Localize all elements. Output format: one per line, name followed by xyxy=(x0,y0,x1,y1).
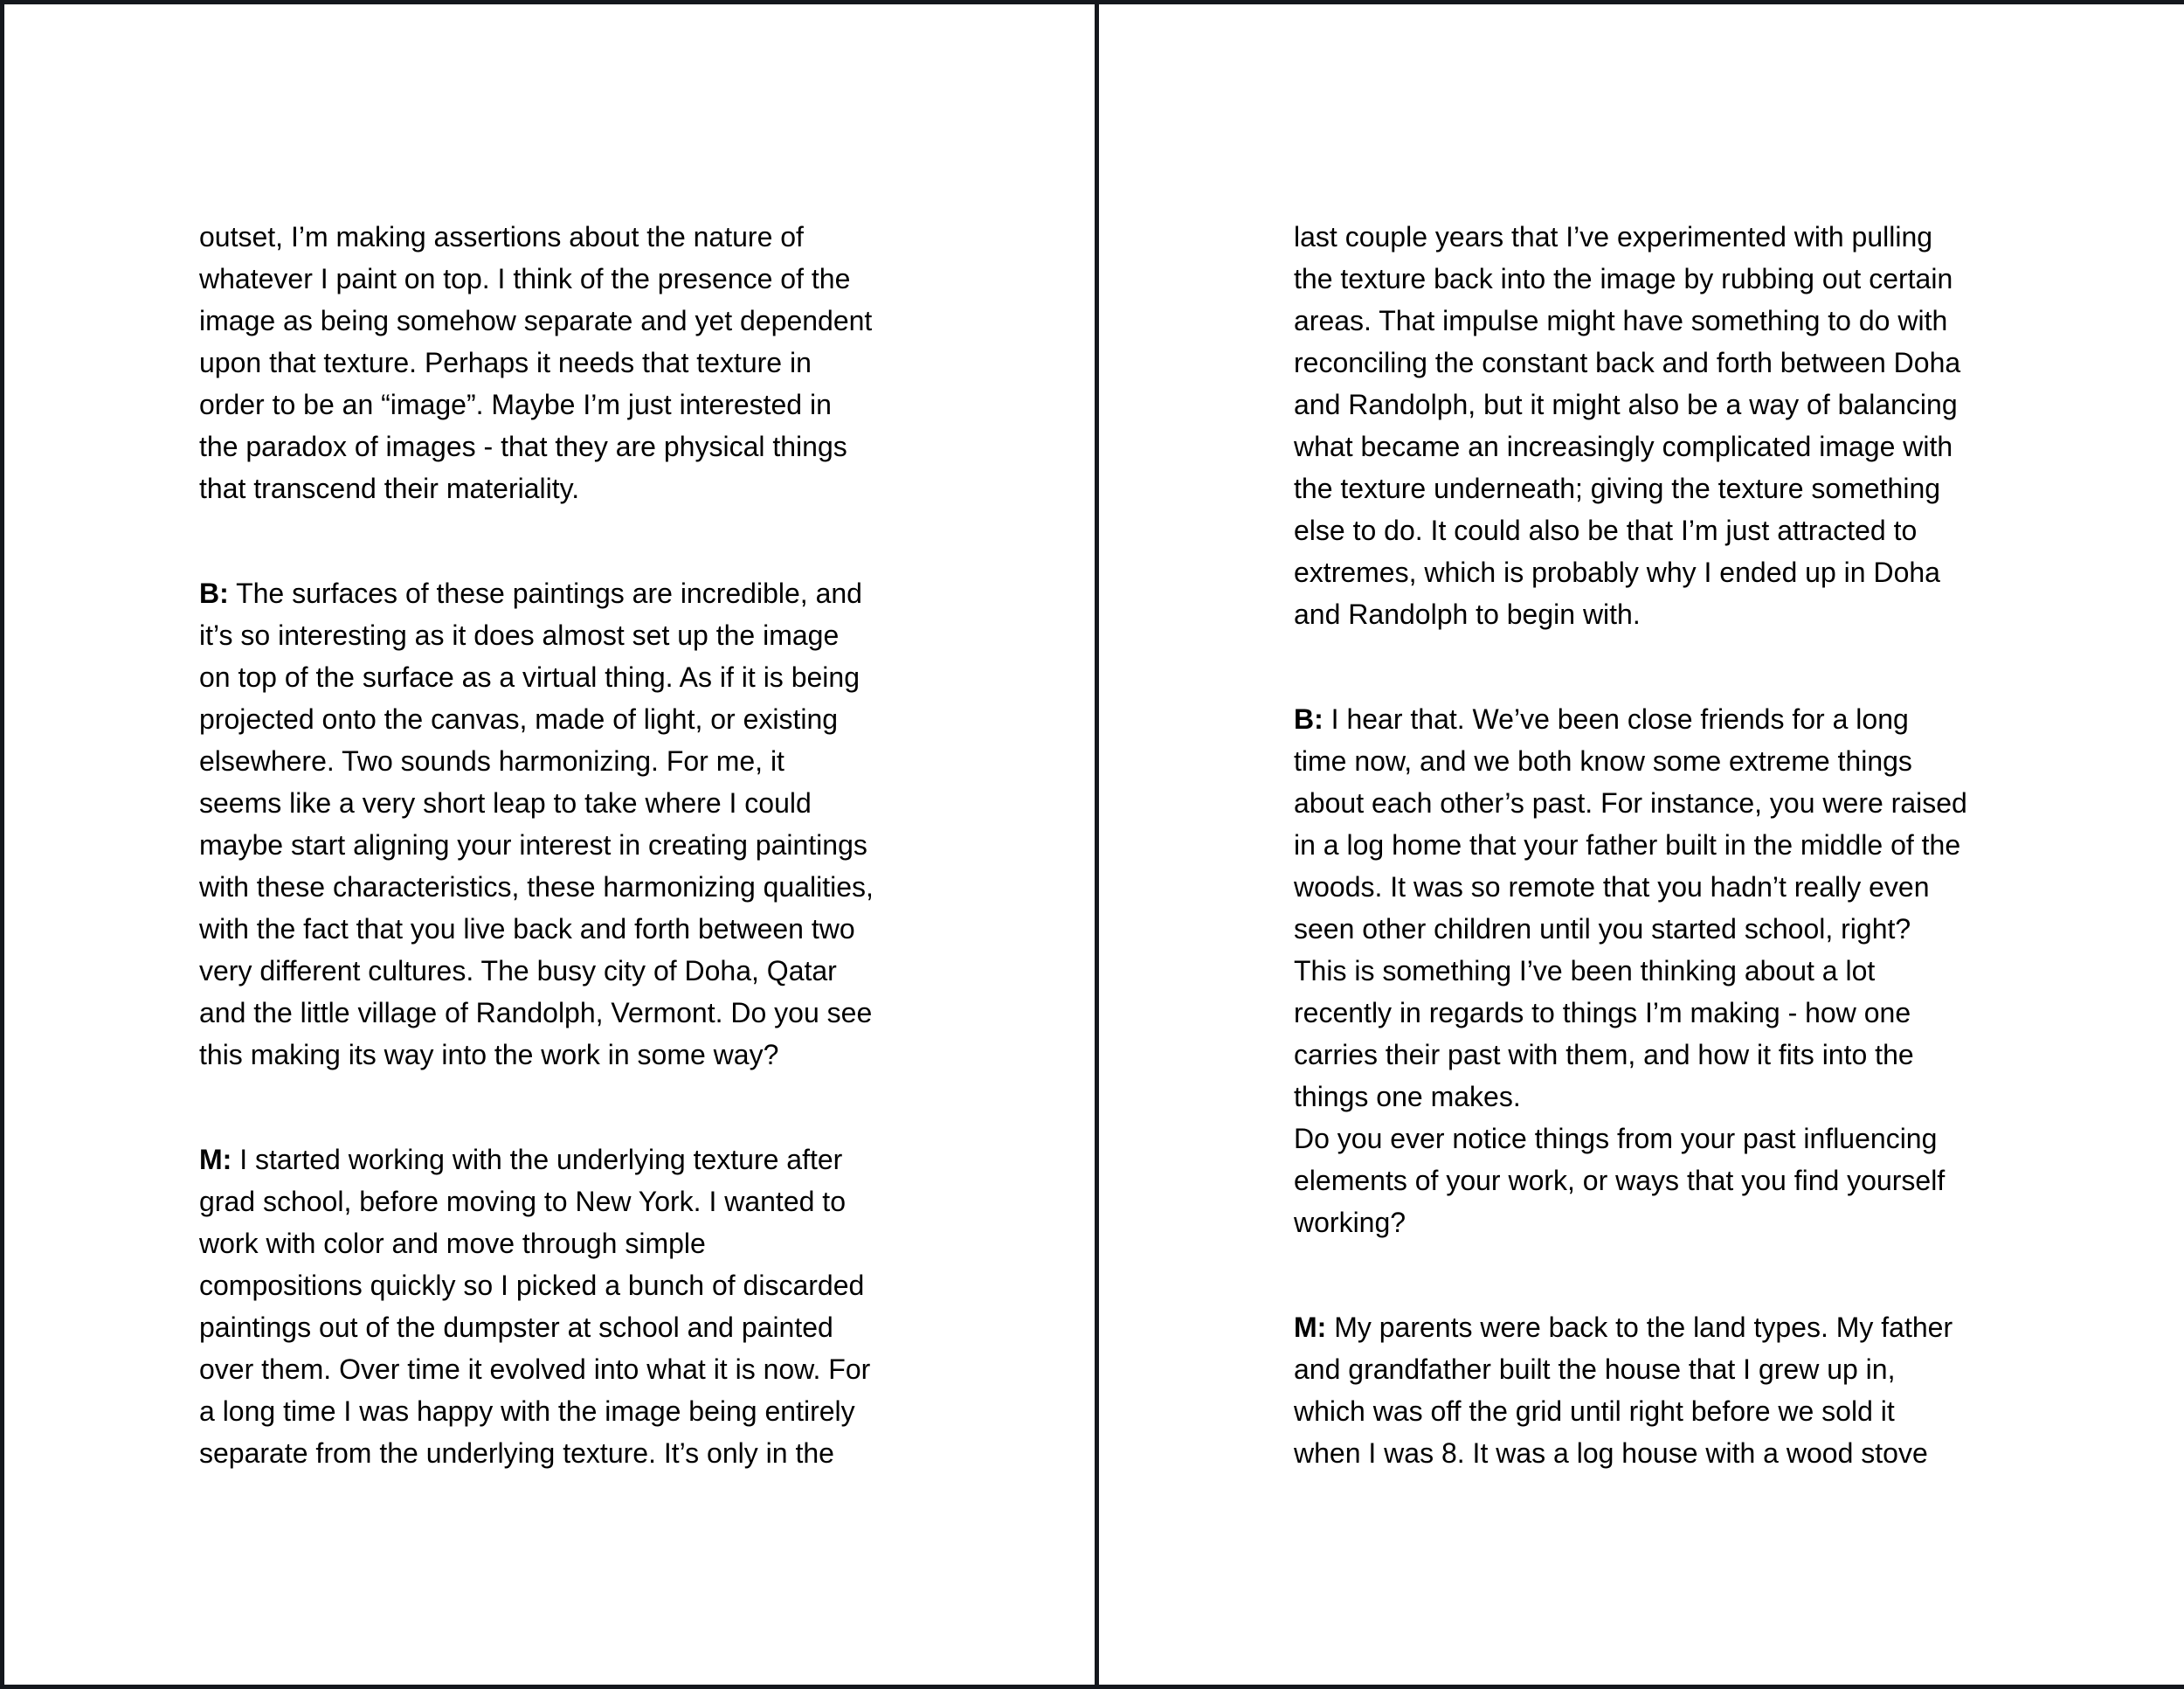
speaker-label: M: xyxy=(199,1144,232,1175)
text-line: and Randolph to begin with. xyxy=(1294,599,1641,630)
text-line: compositions quickly so I picked a bunch of discarded xyxy=(199,1270,865,1301)
text-line: the texture underneath; giving the texture something xyxy=(1294,473,1941,504)
text-line: last couple years that I’ve experimented with pulling xyxy=(1294,221,1933,253)
text-line: reconciling the constant back and forth between Doha xyxy=(1294,347,1961,378)
page-left-text xyxy=(199,216,985,1474)
text-line: with these characteristics, these harmonizing qualities, xyxy=(199,871,874,903)
page-right-text xyxy=(1294,216,2080,1474)
text-line: upon that texture. Perhaps it needs that texture in xyxy=(199,347,812,378)
text-line: and the little village of Randolph, Vermont. Do you see xyxy=(199,997,873,1028)
text-line: which was off the grid until right before we sold it xyxy=(1294,1395,1895,1427)
text-line: M: My parents were back to the land types. My father xyxy=(1294,1312,1953,1343)
paragraph xyxy=(199,216,985,509)
text-line: else to do. It could also be that I’m just attracted to xyxy=(1294,515,1918,546)
page-left xyxy=(4,4,1090,1685)
text-line: image as being somehow separate and yet dependent xyxy=(199,305,873,336)
text-line: seems like a very short leap to take where I could xyxy=(199,787,812,819)
text-line: very different cultures. The busy city of Doha, Qatar xyxy=(199,955,837,986)
text-line: order to be an “image”. Maybe I’m just interested in xyxy=(199,389,832,420)
text-line: Do you ever notice things from your past influencing xyxy=(1294,1123,1938,1154)
text-line: separate from the underlying texture. It’s only in the xyxy=(199,1437,834,1469)
text-line: this making its way into the work in some way? xyxy=(199,1039,779,1070)
text-line: areas. That impulse might have something to do with xyxy=(1294,305,1948,336)
text-line: work with color and move through simple xyxy=(199,1228,706,1259)
text-line: on top of the surface as a virtual thing. As if it is being xyxy=(199,661,860,693)
text-line: and Randolph, but it might also be a way of balancing xyxy=(1294,389,1958,420)
text-line: carries their past with them, and how it fits into the xyxy=(1294,1039,1914,1070)
text-line: outset, I’m making assertions about the nature of xyxy=(199,221,804,253)
text-line: whatever I paint on top. I think of the presence of the xyxy=(199,263,851,294)
paragraph xyxy=(1294,1306,2080,1474)
text-line: maybe start aligning your interest in creating paintings xyxy=(199,829,867,861)
page-right xyxy=(1099,4,2184,1685)
speaker-label: M: xyxy=(1294,1312,1327,1343)
speaker-label: B: xyxy=(199,578,229,609)
text-line: grad school, before moving to New York. I wanted to xyxy=(199,1186,846,1217)
text-line: elsewhere. Two sounds harmonizing. For me, it xyxy=(199,745,784,777)
text-line: woods. It was so remote that you hadn’t really even xyxy=(1294,871,1930,903)
text-line: in a log home that your father built in the middle of the xyxy=(1294,829,1961,861)
text-line: seen other children until you started school, right? xyxy=(1294,913,1911,945)
text-line: elements of your work, or ways that you find yourself xyxy=(1294,1165,1946,1196)
text-line: what became an increasingly complicated image with xyxy=(1294,431,1953,462)
text-line: extremes, which is probably why I ended up in Doha xyxy=(1294,557,1940,588)
text-line: over them. Over time it evolved into what it is now. For xyxy=(199,1353,871,1385)
text-line: paintings out of the dumpster at school and painted xyxy=(199,1312,833,1343)
text-line: with the fact that you live back and forth between two xyxy=(199,913,855,945)
text-line: B: I hear that. We’ve been close friends for a long xyxy=(1294,703,1909,735)
text-line: the texture back into the image by rubbing out certain xyxy=(1294,263,1953,294)
text-line: working? xyxy=(1294,1207,1406,1238)
text-line: the paradox of images - that they are physical things xyxy=(199,431,847,462)
text-line: time now, and we both know some extreme things xyxy=(1294,745,1912,777)
text-line: a long time I was happy with the image being entirely xyxy=(199,1395,855,1427)
text-line: things one makes. xyxy=(1294,1081,1521,1112)
text-line: projected onto the canvas, made of light, or existing xyxy=(199,703,839,735)
text-line: it’s so interesting as it does almost set up the image xyxy=(199,620,840,651)
text-line: and grandfather built the house that I grew up in, xyxy=(1294,1353,1896,1385)
paragraph xyxy=(1294,698,2080,1243)
text-line: that transcend their materiality. xyxy=(199,473,580,504)
text-line: when I was 8. It was a log house with a wood stove xyxy=(1294,1437,1928,1469)
text-line: This is something I’ve been thinking about a lot xyxy=(1294,955,1876,986)
paragraph xyxy=(1294,216,2080,635)
text-line: B: The surfaces of these paintings are incredible, and xyxy=(199,578,862,609)
text-line: about each other’s past. For instance, you were raised xyxy=(1294,787,1967,819)
paragraph xyxy=(199,1139,985,1474)
text-line: recently in regards to things I’m making - how one xyxy=(1294,997,1911,1028)
text-line: M: I started working with the underlying texture after xyxy=(199,1144,843,1175)
speaker-label: B: xyxy=(1294,703,1324,735)
paragraph xyxy=(199,572,985,1076)
